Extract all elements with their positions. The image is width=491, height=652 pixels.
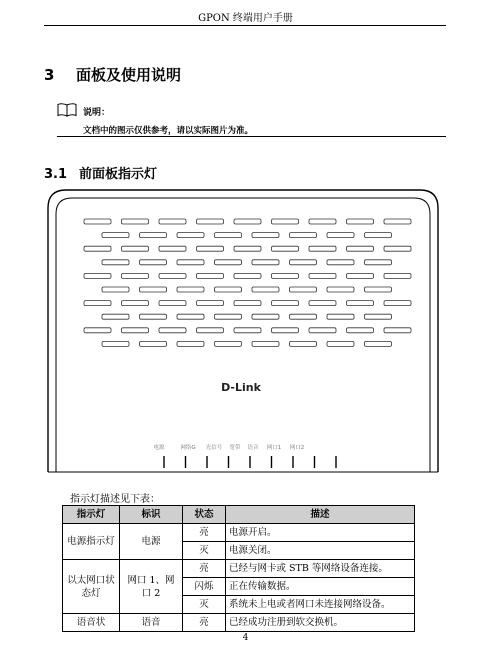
vent-slot [140,341,167,346]
vent-slot [215,260,242,265]
description-cell: 已经与网卡或 STB 等网络设备连接。 [226,560,415,578]
vent-slot [272,328,299,333]
table-row [63,614,415,632]
vent-slot [347,246,374,251]
description-cell: 正在传输数据。 [226,578,415,596]
vent-slot [384,219,411,224]
brand-logo: D-Link [221,381,261,394]
chapter-title: 面板及使用说明 [76,66,182,84]
vent-slot [327,341,354,346]
vent-slot [215,287,242,292]
vent-slot [140,260,167,265]
vent-slot [327,260,354,265]
vent-slot [272,219,299,224]
vent-slot [252,233,279,238]
state-cell: 灭 [183,596,226,614]
vent-slot [234,273,261,278]
vent-slot [272,273,299,278]
vent-slot [290,341,317,346]
vent-slot [272,246,299,251]
vent-slot [327,314,354,319]
vent-slot [102,341,129,346]
state-cell: 亮 [183,614,226,632]
book-icon [57,103,77,117]
vent-slot [365,314,392,319]
vent-slot [102,233,129,238]
indicator-cell: 以太网口状态灯 [63,560,120,614]
vent-slot [290,314,317,319]
vent-slot [140,233,167,238]
vent-slot [309,219,336,224]
label-cell: 语音 [120,614,183,632]
running-header: GPON 终端用户手册 [198,13,293,24]
col-header-description: 描述 [226,506,415,524]
vent-slot [215,233,242,238]
vent-slot [159,219,186,224]
led-label-row [153,443,336,468]
vent-slot [327,233,354,238]
vent-slot [177,287,204,292]
indicator-table [62,505,415,632]
vent-slot [347,219,374,224]
description-cell: 系统未上电或者网口未连接网络设备。 [226,596,415,614]
vent-slot [122,301,149,306]
vent-slot [197,328,224,333]
page-number: 4 [242,633,249,643]
state-cell: 灭 [183,542,226,560]
vent-slot [384,328,411,333]
col-header-label: 标识 [120,506,183,524]
state-cell: 闪烁 [183,578,226,596]
vent-slot [159,328,186,333]
section-title: 前面板指示灯 [79,167,158,182]
note-rule [57,136,446,137]
col-header-indicator: 指示灯 [63,506,120,524]
table-row [63,560,415,578]
led-label: 宽带 [229,445,241,451]
vent-slot [177,233,204,238]
header-rule [44,25,446,26]
vent-slot [365,260,392,265]
vent-slot [365,287,392,292]
section-number: 3.1 [44,167,68,182]
vent-slot [177,341,204,346]
led-label: 光信号 [205,445,223,451]
label-cell: 电源 [120,524,183,560]
vent-slot [102,287,129,292]
led-label: 网络G [180,445,196,451]
vent-slot [327,287,354,292]
vent-slot [252,287,279,292]
vent-slot [177,260,204,265]
vent-slot [197,219,224,224]
label-cell: 网口 1、网口 2 [120,560,183,614]
vent-slot [197,301,224,306]
vent-slot [290,233,317,238]
vent-slot [309,273,336,278]
vent-slot [234,328,261,333]
chapter-number: 3 [44,66,55,84]
description-cell: 电源关闭。 [226,542,415,560]
vent-slot [234,301,261,306]
vent-slot [252,314,279,319]
led-label: 网口1 [266,445,282,451]
vent-grille [84,219,411,346]
vent-slot [384,273,411,278]
vent-slot [122,328,149,333]
vent-slot [102,260,129,265]
vent-slot [159,301,186,306]
vent-slot [347,301,374,306]
vent-slot [84,328,111,333]
col-header-state: 状态 [183,506,226,524]
vent-slot [252,260,279,265]
vent-slot [252,341,279,346]
description-cell: 已经成功注册到软交换机。 [226,614,415,632]
led-label: 电源 [153,445,165,451]
vent-slot [215,341,242,346]
vent-slot [384,301,411,306]
state-cell: 亮 [183,560,226,578]
vent-slot [347,273,374,278]
led-label: 网口2 [289,445,305,451]
vent-slot [290,287,317,292]
front-panel-illustration [44,186,442,476]
vent-slot [177,314,204,319]
vent-slot [84,273,111,278]
indicator-cell: 电源指示灯 [63,524,120,560]
chapter-heading [44,64,181,85]
indicator-cell: 语音状 [63,614,120,632]
state-cell: 亮 [183,524,226,542]
vent-slot [365,341,392,346]
vent-slot [140,314,167,319]
vent-slot [234,246,261,251]
note-title: 说明： [83,108,111,118]
vent-slot [272,301,299,306]
vent-slot [309,301,336,306]
note-body: 文档中的图示仅供参考，请以实际图片为准。 [83,126,254,136]
vent-slot [159,273,186,278]
table-row [63,524,415,542]
vent-slot [122,273,149,278]
vent-slot [122,219,149,224]
vent-slot [234,219,261,224]
vent-slot [197,246,224,251]
section-heading [44,163,157,182]
vent-slot [84,219,111,224]
vent-slot [159,246,186,251]
device-inner-outline [56,198,430,472]
vent-slot [197,273,224,278]
vent-slot [84,301,111,306]
vent-slot [347,328,374,333]
vent-slot [84,246,111,251]
vent-slot [384,246,411,251]
vent-slot [215,314,242,319]
vent-slot [102,314,129,319]
vent-slot [140,287,167,292]
description-cell: 电源开启。 [226,524,415,542]
vent-slot [309,246,336,251]
vent-slot [122,246,149,251]
vent-slot [290,260,317,265]
vent-slot [309,328,336,333]
led-label: 语音 [247,445,259,451]
table-caption: 指示灯描述见下表： [70,494,160,505]
vent-slot [365,233,392,238]
